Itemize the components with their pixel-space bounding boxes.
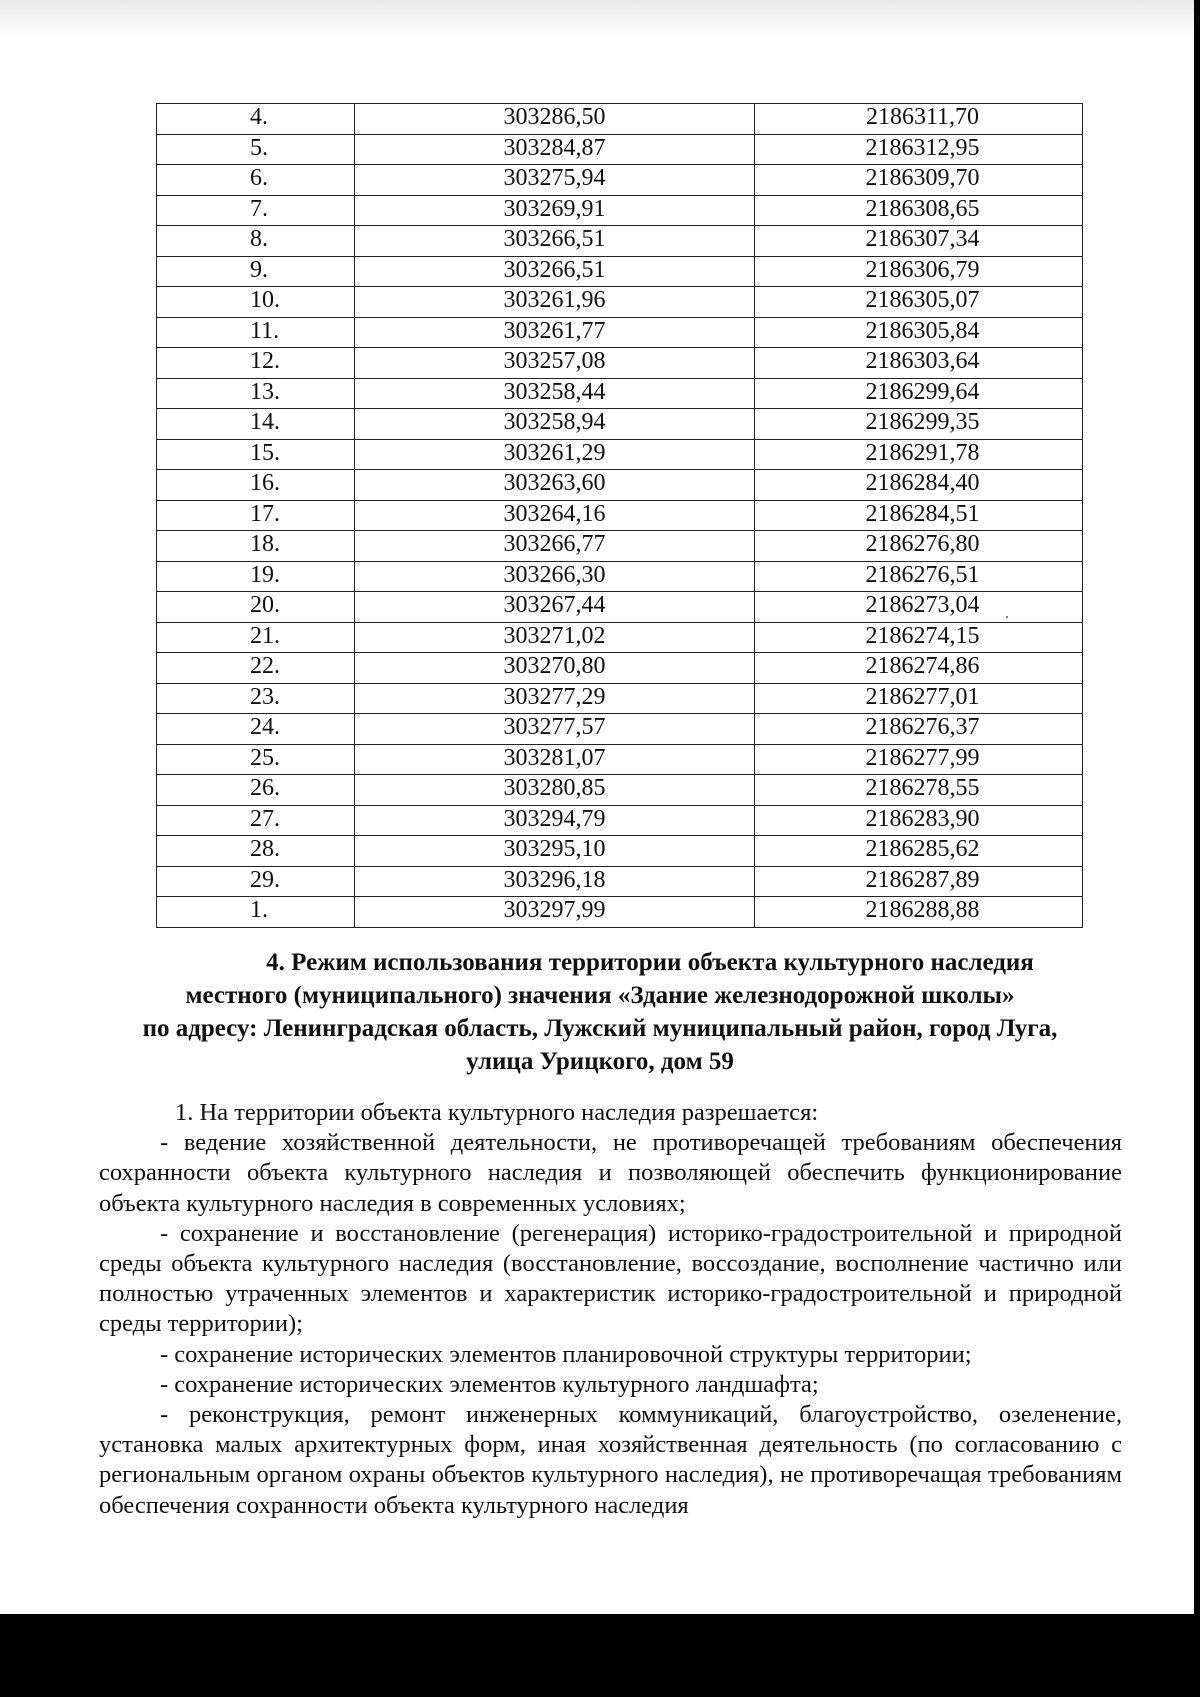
- x-coordinate-cell: 303271,02: [355, 622, 755, 653]
- table-row: [157, 348, 1083, 379]
- y-coordinate-cell: 2186307,34: [755, 226, 1083, 257]
- table-row: [157, 226, 1083, 257]
- x-coordinate-cell: 303258,44: [355, 378, 755, 409]
- x-coordinate-cell: 303266,30: [355, 561, 755, 592]
- x-coordinate-cell: 303275,94: [355, 165, 755, 196]
- y-coordinate-cell: 2186312,95: [755, 134, 1083, 165]
- y-coordinate-cell: 2186285,62: [755, 836, 1083, 867]
- x-coordinate-cell: 303266,51: [355, 226, 755, 257]
- table-row: [157, 805, 1083, 836]
- x-coordinate-cell: 303286,50: [355, 104, 755, 135]
- point-number-cell: 16.: [157, 470, 355, 501]
- point-number-cell: 29.: [157, 866, 355, 897]
- table-row: [157, 439, 1083, 470]
- table-row: [157, 317, 1083, 348]
- table-row: [157, 744, 1083, 775]
- y-coordinate-cell: 2186277,99: [755, 744, 1083, 775]
- point-number-cell: 9.: [157, 256, 355, 287]
- y-coordinate-cell: 2186274,86: [755, 653, 1083, 684]
- section-body: [99, 1098, 1122, 1521]
- table-row: [157, 714, 1083, 745]
- paragraph-item: - ведение хозяйственной деятельности, не противоречащей требованиям обеспечения сохранности объекта культурного наследия и позволяющей обеспечить функционирование объекта культурного наследия в современных условиях;: [99, 1129, 1122, 1217]
- table-row: [157, 500, 1083, 531]
- point-number-cell: 12.: [157, 348, 355, 379]
- point-number-cell: 7.: [157, 195, 355, 226]
- table-row: [157, 592, 1083, 623]
- point-number-cell: 26.: [157, 775, 355, 806]
- table-row: [157, 256, 1083, 287]
- table-row: [157, 287, 1083, 318]
- point-number-cell: 5.: [157, 134, 355, 165]
- point-number-cell: 18.: [157, 531, 355, 562]
- paragraph-item: - реконструкция, ремонт инженерных коммуникаций, благоустройство, озеленение, установка малых архитектурных форм, иная хозяйственная деятельность (по согласованию с региональным органом охраны объектов культурного наследия), не противоречащая требованиям обеспечения сохранности объекта культурного наследия: [99, 1401, 1122, 1519]
- x-coordinate-cell: 303295,10: [355, 836, 755, 867]
- paragraph-item: - сохранение исторических элементов культурного ландшафта;: [160, 1370, 819, 1398]
- y-coordinate-cell: 2186305,84: [755, 317, 1083, 348]
- x-coordinate-cell: 303261,29: [355, 439, 755, 470]
- table-row: [157, 622, 1083, 653]
- x-coordinate-cell: 303269,91: [355, 195, 755, 226]
- x-coordinate-cell: 303263,60: [355, 470, 755, 501]
- table-row: [157, 104, 1083, 135]
- y-coordinate-cell: 2186276,80: [755, 531, 1083, 562]
- point-number-cell: 1.: [157, 897, 355, 928]
- point-number-cell: 15.: [157, 439, 355, 470]
- section-title-line: по адресу: Ленинградская область, Лужский муниципальный район, город Луга,: [142, 1015, 1058, 1042]
- x-coordinate-cell: 303296,18: [355, 866, 755, 897]
- point-number-cell: 6.: [157, 165, 355, 196]
- y-coordinate-cell: 2186284,40: [755, 470, 1083, 501]
- point-number-cell: 28.: [157, 836, 355, 867]
- point-number-cell: 22.: [157, 653, 355, 684]
- point-number-cell: 10.: [157, 287, 355, 318]
- x-coordinate-cell: 303266,77: [355, 531, 755, 562]
- scan-bottom-border: [0, 1614, 1200, 1697]
- coordinates-table: [156, 103, 1083, 928]
- y-coordinate-cell: 2186309,70: [755, 165, 1083, 196]
- y-coordinate-cell: 2186283,90: [755, 805, 1083, 836]
- table-row: [157, 378, 1083, 409]
- point-number-cell: 17.: [157, 500, 355, 531]
- table-row: [157, 165, 1083, 196]
- point-number-cell: 21.: [157, 622, 355, 653]
- y-coordinate-cell: 2186284,51: [755, 500, 1083, 531]
- y-coordinate-cell: 2186303,64: [755, 348, 1083, 379]
- section-title-line: 4. Режим использования территории объекта культурного наследия: [266, 949, 1034, 976]
- point-number-cell: 20.: [157, 592, 355, 623]
- table-row: [157, 897, 1083, 928]
- point-number-cell: 8.: [157, 226, 355, 257]
- y-coordinate-cell: 2186287,89: [755, 866, 1083, 897]
- y-coordinate-cell: 2186276,51: [755, 561, 1083, 592]
- x-coordinate-cell: 303266,51: [355, 256, 755, 287]
- y-coordinate-cell: 2186276,37: [755, 714, 1083, 745]
- section-title-line: улица Урицкого, дом 59: [466, 1048, 734, 1075]
- point-number-cell: 14.: [157, 409, 355, 440]
- point-number-cell: 19.: [157, 561, 355, 592]
- x-coordinate-cell: 303267,44: [355, 592, 755, 623]
- y-coordinate-cell: 2186278,55: [755, 775, 1083, 806]
- point-number-cell: 25.: [157, 744, 355, 775]
- y-coordinate-cell: 2186299,35: [755, 409, 1083, 440]
- section-title-line: местного (муниципального) значения «Здание железнодорожной школы»: [185, 982, 1015, 1009]
- coordinates-table-body: [157, 104, 1083, 928]
- x-coordinate-cell: 303261,77: [355, 317, 755, 348]
- table-row: [157, 195, 1083, 226]
- table-row: [157, 653, 1083, 684]
- point-number-cell: 11.: [157, 317, 355, 348]
- y-coordinate-cell: 2186291,78: [755, 439, 1083, 470]
- section-title: [100, 946, 1100, 1078]
- table-row: [157, 866, 1083, 897]
- y-coordinate-cell: 2186288,88: [755, 897, 1083, 928]
- table-row: [157, 683, 1083, 714]
- table-row: [157, 531, 1083, 562]
- y-coordinate-cell: 2186277,01: [755, 683, 1083, 714]
- x-coordinate-cell: 303297,99: [355, 897, 755, 928]
- point-number-cell: 24.: [157, 714, 355, 745]
- x-coordinate-cell: 303294,79: [355, 805, 755, 836]
- x-coordinate-cell: 303270,80: [355, 653, 755, 684]
- y-coordinate-cell: 2186274,15: [755, 622, 1083, 653]
- point-number-cell: 23.: [157, 683, 355, 714]
- paragraph-allowed-intro: 1. На территории объекта культурного наследия разрешается:: [175, 1099, 819, 1126]
- x-coordinate-cell: 303257,08: [355, 348, 755, 379]
- y-coordinate-cell: 2186308,65: [755, 195, 1083, 226]
- table-row: [157, 836, 1083, 867]
- point-number-cell: 27.: [157, 805, 355, 836]
- point-number-cell: 13.: [157, 378, 355, 409]
- x-coordinate-cell: 303277,29: [355, 683, 755, 714]
- table-row: [157, 561, 1083, 592]
- x-coordinate-cell: 303264,16: [355, 500, 755, 531]
- scan-top-shade: [0, 0, 1200, 40]
- table-row: [157, 409, 1083, 440]
- x-coordinate-cell: 303281,07: [355, 744, 755, 775]
- y-coordinate-cell: 2186299,64: [755, 378, 1083, 409]
- y-coordinate-cell: 2186305,07: [755, 287, 1083, 318]
- y-coordinate-cell: 2186273,04: [755, 592, 1083, 623]
- paragraph-item: - сохранение и восстановление (регенерация) историко-градостроительной и природной среды объекта культурного наследия (восстановление, воссоздание, восполнение частично или полностью утраченных элементов и характеристик историко-градостроительной и природной среды территории);: [99, 1219, 1122, 1338]
- x-coordinate-cell: 303258,94: [355, 409, 755, 440]
- x-coordinate-cell: 303280,85: [355, 775, 755, 806]
- point-number-cell: 4.: [157, 104, 355, 135]
- table-row: [157, 134, 1083, 165]
- table-row: [157, 775, 1083, 806]
- x-coordinate-cell: 303261,96: [355, 287, 755, 318]
- scan-right-border: [1194, 0, 1200, 1697]
- paragraph-item: - сохранение исторических элементов планировочной структуры территории;: [160, 1340, 972, 1368]
- x-coordinate-cell: 303284,87: [355, 134, 755, 165]
- table-row: [157, 470, 1083, 501]
- y-coordinate-cell: 2186311,70: [755, 104, 1083, 135]
- x-coordinate-cell: 303277,57: [355, 714, 755, 745]
- y-coordinate-cell: 2186306,79: [755, 256, 1083, 287]
